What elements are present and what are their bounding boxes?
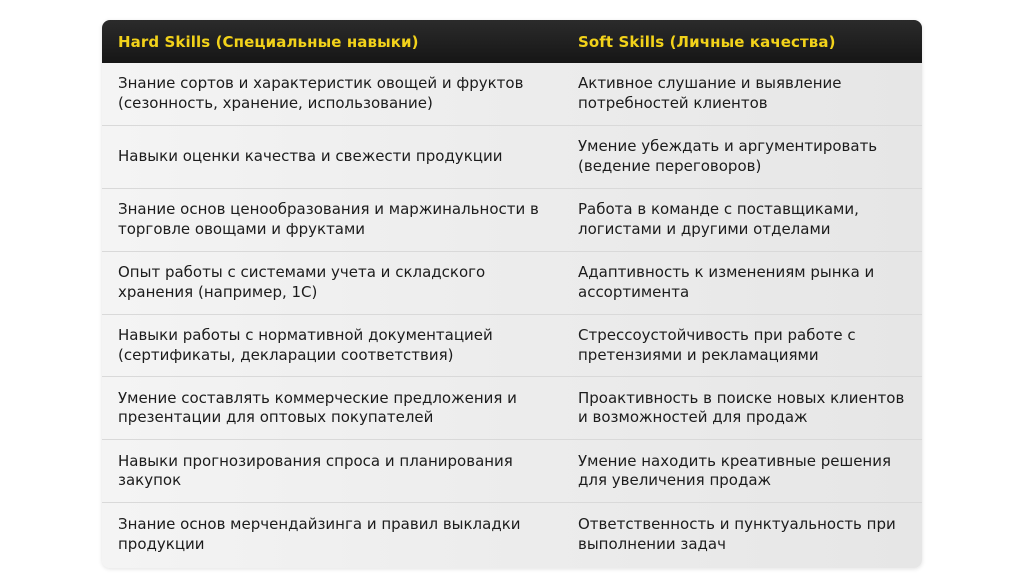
soft-skill-cell: Работа в команде с поставщиками, логистами и другими отделами: [578, 200, 859, 238]
soft-skill-cell: Ответственность и пунктуальность при выполнении задач: [578, 515, 896, 553]
hard-skill-cell: Навыки оценки качества и свежести продукции: [118, 147, 503, 166]
hard-skill-cell: Знание основ ценообразования и маржинальности в торговле овощами и фруктами: [118, 200, 539, 238]
soft-skill-cell: Активное слушание и выявление потребностей клиентов: [578, 74, 842, 112]
header-hard-skills: Hard Skills (Специальные навыки): [118, 33, 419, 51]
hard-skill-cell: Навыки прогнозирования спроса и планирования закупок: [118, 451, 513, 490]
table-row: [102, 440, 922, 503]
table-row: [102, 126, 922, 189]
soft-skill-cell: Проактивность в поиске новых клиентов и возможностей для продаж: [578, 388, 905, 427]
hard-skill-cell: Опыт работы с системами учета и складского хранения (например, 1С): [118, 263, 486, 301]
skills-table: [102, 20, 922, 568]
table-row: [102, 189, 922, 252]
soft-skill-cell: Умение убеждать и аргументировать (ведение переговоров): [578, 137, 878, 175]
hard-skill-cell: Умение составлять коммерческие предложения и презентации для оптовых покупателей: [118, 388, 517, 427]
table-row: [102, 503, 922, 566]
soft-skill-cell: Стрессоустойчивость при работе с претензиями и рекламациями: [578, 326, 856, 364]
table-body: [102, 63, 922, 566]
hard-skill-cell: Знание основ мерчендайзинга и правил выкладки продукции: [118, 515, 521, 553]
header-soft-skills: Soft Skills (Личные качества): [578, 33, 836, 51]
hard-skill-cell: Знание сортов и характеристик овощей и фруктов (сезонность, хранение, использование): [118, 74, 524, 112]
table-row: [102, 377, 922, 440]
hard-skill-cell: Навыки работы с нормативной документацией (сертификаты, декларации соответствия): [118, 326, 493, 364]
soft-skill-cell: Адаптивность к изменениям рынка и ассортимента: [578, 263, 875, 301]
table-row: [102, 315, 922, 378]
soft-skill-cell: Умение находить креативные решения для увеличения продаж: [578, 451, 892, 490]
table-header: [102, 20, 922, 63]
table-row: [102, 63, 922, 126]
table-row: [102, 252, 922, 315]
